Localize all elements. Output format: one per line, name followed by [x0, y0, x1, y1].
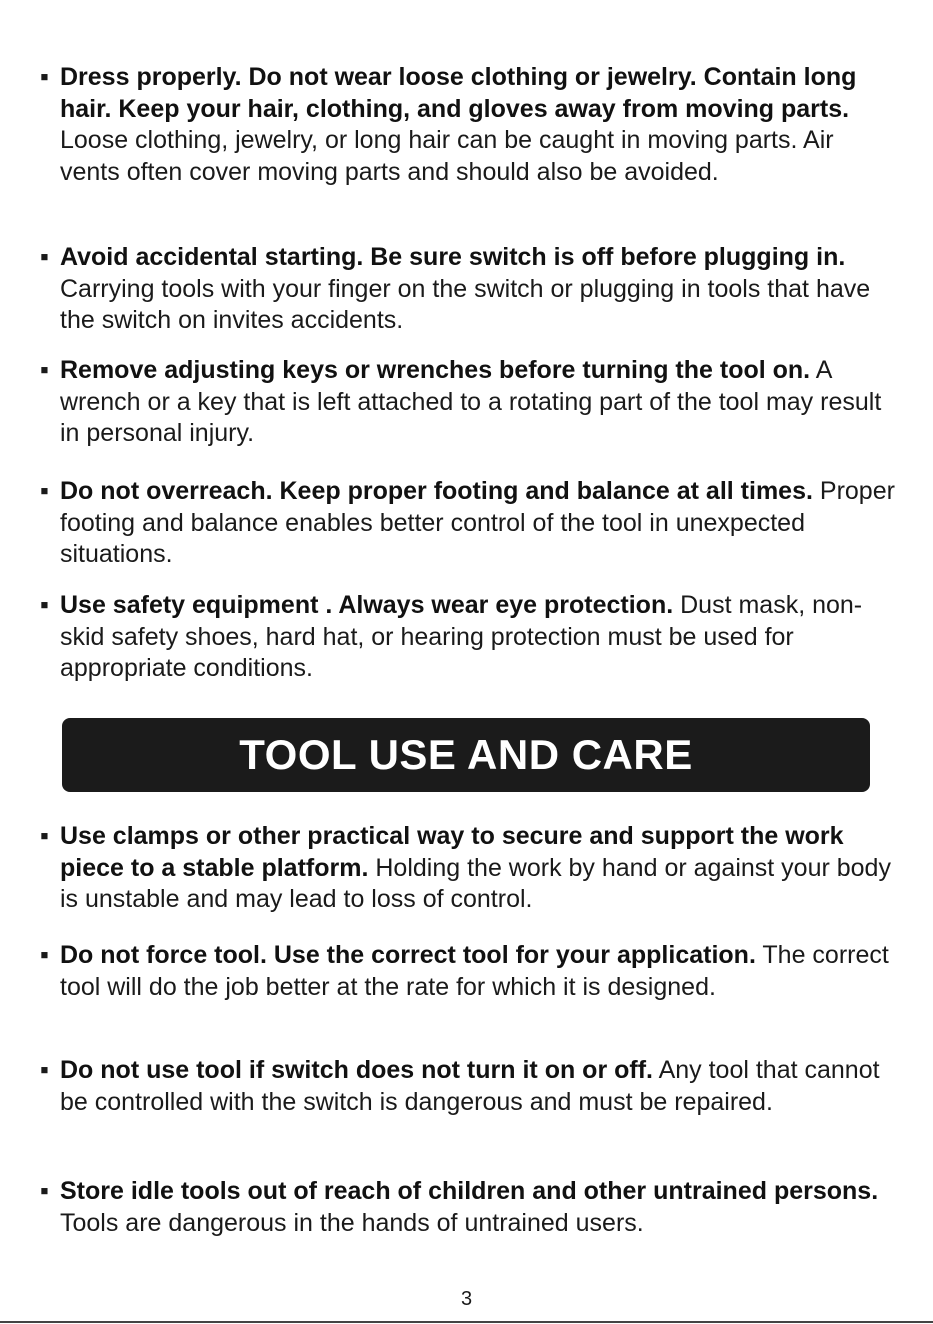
item-lead: Avoid accidental starting. Be sure switch is off before plugging in.: [60, 243, 846, 271]
section-banner: [62, 718, 870, 792]
item-lead: Use clamps or other practical way to secure and support the work piece to a stable platform.: [60, 822, 844, 882]
bullet-icon: ▪: [40, 1056, 49, 1084]
item-lead: Do not use tool if switch does not turn it on or off.: [60, 1056, 653, 1084]
item-lead: Do not force tool. Use the correct tool for your application.: [60, 941, 756, 969]
bullet-icon: ▪: [40, 1177, 49, 1205]
item-lead: Dress properly. Do not wear loose clothing or jewelry. Contain long hair. Keep your hair, clothing, and gloves away from moving parts.: [60, 63, 857, 123]
item-body: Loose clothing, jewelry, or long hair can be caught in moving parts. Air vents often cover moving parts and should also be avoided.: [60, 126, 834, 186]
bullet-icon: ▪: [40, 477, 49, 505]
item-body: A wrench or a key that is left attached to a rotating part of the tool may result in personal injury.: [60, 356, 882, 447]
page-number: 3: [460, 1288, 473, 1310]
item-lead: Remove adjusting keys or wrenches before turning the tool on.: [60, 356, 811, 384]
item-lead: Store idle tools out of reach of children and other untrained persons.: [60, 1177, 879, 1205]
section-title: TOOL USE AND CARE: [239, 731, 693, 778]
item-text: [40, 1055, 900, 1118]
item-body: Any tool that cannot be controlled with the switch is dangerous and must be repaired.: [60, 1056, 880, 1116]
bullet-icon: ▪: [40, 822, 49, 850]
item-body: Holding the work by hand or against your body is unstable and may lead to loss of control.: [60, 853, 891, 913]
safety-item-use-safety-equipment: [40, 590, 900, 685]
bullet-icon: ▪: [40, 591, 49, 619]
item-text: [40, 821, 900, 916]
item-body: Tools are dangerous in the hands of untrained users.: [60, 1208, 644, 1237]
item-text: [40, 62, 900, 188]
bullet-icon: ▪: [40, 941, 49, 969]
item-text: [40, 476, 900, 571]
care-item-do-not-force-tool: [40, 940, 900, 1003]
item-lead: Use safety equipment . Always wear eye protection.: [60, 591, 674, 619]
care-item-store-idle-tools: [40, 1176, 900, 1239]
care-item-use-clamps: [40, 821, 900, 916]
item-text: [40, 590, 900, 685]
item-text: [40, 355, 900, 450]
care-item-switch-not-working: [40, 1055, 900, 1118]
bullet-icon: ▪: [40, 356, 49, 384]
item-text: [40, 1176, 900, 1239]
item-lead: Do not overreach. Keep proper footing and balance at all times.: [60, 477, 813, 505]
bullet-icon: ▪: [40, 63, 49, 91]
footer-rule: [0, 1321, 933, 1323]
item-text: [40, 242, 900, 337]
bullet-icon: ▪: [40, 243, 49, 271]
item-body: Carrying tools with your finger on the switch or plugging in tools that have the switch on invites accidents.: [60, 274, 871, 334]
item-body: Proper footing and balance enables better control of the tool in unexpected situations.: [60, 477, 895, 568]
item-body: The correct tool will do the job better at the rate for which it is designed.: [60, 941, 889, 1001]
safety-item-dress-properly: [40, 62, 900, 188]
item-text: [40, 940, 900, 1003]
safety-item-remove-adjusting-keys: [40, 355, 900, 450]
safety-item-do-not-overreach: [40, 476, 900, 571]
item-body: Dust mask, non-skid safety shoes, hard hat, or hearing protection must be used for appropriate conditions.: [60, 591, 863, 682]
safety-item-avoid-accidental-starting: [40, 242, 900, 337]
